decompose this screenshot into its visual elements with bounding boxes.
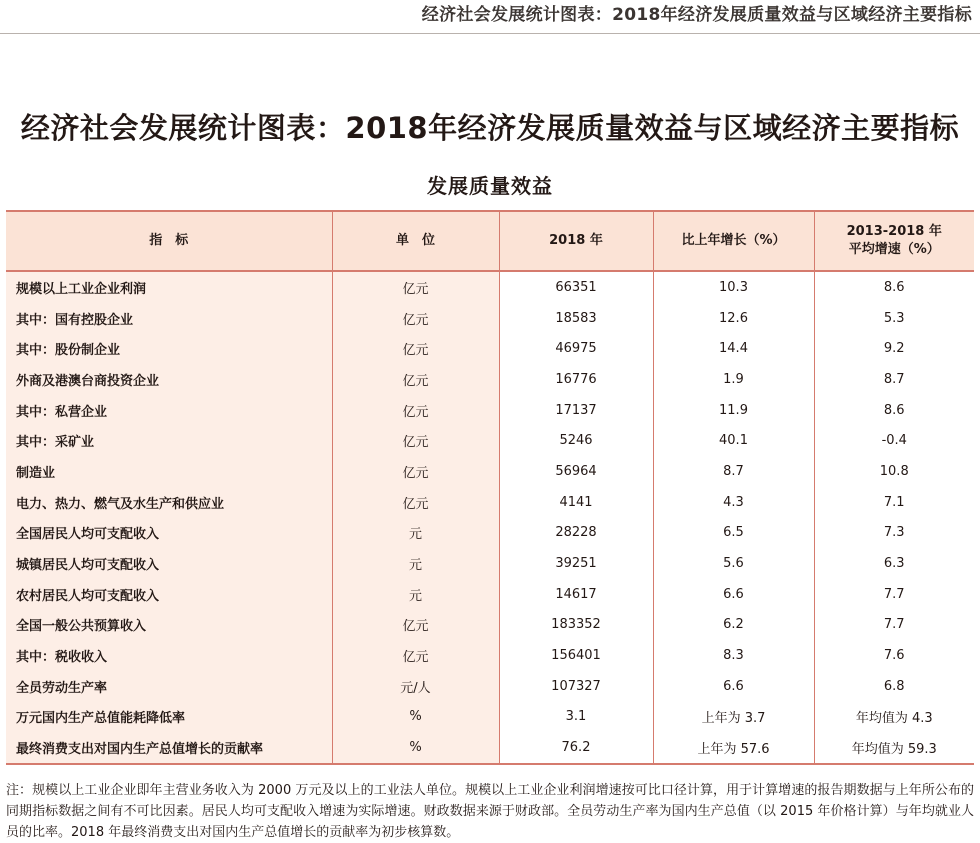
row-unit: 亿元	[332, 456, 499, 487]
header-average-line2: 平均增速（%）	[848, 242, 940, 257]
row-growth: 上年为 3.7	[653, 702, 814, 733]
table-row	[6, 548, 974, 579]
table-row	[6, 271, 974, 303]
table-header-row	[6, 211, 974, 271]
row-growth: 4.3	[653, 487, 814, 518]
row-value: 107327	[499, 671, 653, 702]
row-name: 农村居民人均可支配收入	[6, 579, 332, 610]
row-unit: %	[332, 732, 499, 764]
row-name: 其中：税收收入	[6, 640, 332, 671]
table-row	[6, 518, 974, 549]
row-average: 5.3	[814, 303, 974, 334]
row-growth: 5.6	[653, 548, 814, 579]
row-growth: 10.3	[653, 271, 814, 303]
row-name: 最终消费支出对国内生产总值增长的贡献率	[6, 732, 332, 764]
row-unit: 亿元	[332, 487, 499, 518]
row-name: 制造业	[6, 456, 332, 487]
row-value: 16776	[499, 364, 653, 395]
row-growth: 40.1	[653, 425, 814, 456]
table-row	[6, 702, 974, 733]
row-unit: 亿元	[332, 364, 499, 395]
header-year: 2018 年	[499, 211, 653, 271]
row-unit: 亿元	[332, 425, 499, 456]
row-growth: 14.4	[653, 333, 814, 364]
row-value: 183352	[499, 610, 653, 641]
row-average: 年均值为 59.3	[814, 732, 974, 764]
header-average-line1: 2013-2018 年	[846, 224, 942, 239]
row-value: 46975	[499, 333, 653, 364]
row-growth: 6.6	[653, 579, 814, 610]
table-row	[6, 333, 974, 364]
row-name: 全员劳动生产率	[6, 671, 332, 702]
row-value: 5246	[499, 425, 653, 456]
row-average: 10.8	[814, 456, 974, 487]
row-unit: 亿元	[332, 395, 499, 426]
row-average: 8.6	[814, 395, 974, 426]
row-name: 全国居民人均可支配收入	[6, 518, 332, 549]
row-average: 7.6	[814, 640, 974, 671]
row-average: 7.7	[814, 610, 974, 641]
row-unit: 元	[332, 518, 499, 549]
row-value: 28228	[499, 518, 653, 549]
row-unit: 元	[332, 548, 499, 579]
table-row	[6, 732, 974, 764]
row-value: 56964	[499, 456, 653, 487]
row-value: 156401	[499, 640, 653, 671]
row-name: 规模以上工业企业利润	[6, 271, 332, 303]
page-title: 经济社会发展统计图表：2018年经济发展质量效益与区域经济主要指标	[20, 111, 960, 145]
row-growth: 6.2	[653, 610, 814, 641]
row-average: 6.3	[814, 548, 974, 579]
table-row	[6, 487, 974, 518]
row-name: 其中：采矿业	[6, 425, 332, 456]
table-row	[6, 579, 974, 610]
row-name: 万元国内生产总值能耗降低率	[6, 702, 332, 733]
row-growth: 11.9	[653, 395, 814, 426]
row-name: 其中：国有控股企业	[6, 303, 332, 334]
row-value: 3.1	[499, 702, 653, 733]
table-row	[6, 303, 974, 334]
row-name: 电力、热力、燃气及水生产和供应业	[6, 487, 332, 518]
row-unit: 亿元	[332, 271, 499, 303]
row-name: 外商及港澳台商投资企业	[6, 364, 332, 395]
table-row	[6, 640, 974, 671]
table-row	[6, 425, 974, 456]
row-average: -0.4	[814, 425, 974, 456]
row-average: 年均值为 4.3	[814, 702, 974, 733]
row-value: 76.2	[499, 732, 653, 764]
row-growth: 上年为 57.6	[653, 732, 814, 764]
row-growth: 8.3	[653, 640, 814, 671]
row-growth: 1.9	[653, 364, 814, 395]
row-average: 8.6	[814, 271, 974, 303]
row-unit: 亿元	[332, 333, 499, 364]
running-header: 经济社会发展统计图表：2018年经济发展质量效益与区域经济主要指标	[0, 0, 980, 34]
row-average: 6.8	[814, 671, 974, 702]
row-average: 7.7	[814, 579, 974, 610]
row-name: 全国一般公共预算收入	[6, 610, 332, 641]
row-name: 其中：私营企业	[6, 395, 332, 426]
table-row	[6, 395, 974, 426]
row-value: 39251	[499, 548, 653, 579]
header-growth: 比上年增长（%）	[653, 211, 814, 271]
table-row	[6, 610, 974, 641]
row-unit: 元/人	[332, 671, 499, 702]
row-average: 7.1	[814, 487, 974, 518]
row-average: 7.3	[814, 518, 974, 549]
section-title: 发展质量效益	[427, 174, 553, 198]
row-value: 4141	[499, 487, 653, 518]
row-growth: 8.7	[653, 456, 814, 487]
row-growth: 6.6	[653, 671, 814, 702]
table-row	[6, 456, 974, 487]
table-row	[6, 364, 974, 395]
row-unit: 亿元	[332, 303, 499, 334]
header-average-growth	[814, 211, 974, 271]
row-value: 66351	[499, 271, 653, 303]
row-unit: 亿元	[332, 640, 499, 671]
row-name: 其中：股份制企业	[6, 333, 332, 364]
row-growth: 12.6	[653, 303, 814, 334]
row-name: 城镇居民人均可支配收入	[6, 548, 332, 579]
header-unit: 单 位	[332, 211, 499, 271]
row-unit: 元	[332, 579, 499, 610]
row-growth: 6.5	[653, 518, 814, 549]
row-value: 17137	[499, 395, 653, 426]
footnote: 注：规模以上工业企业即年主营业务收入为 2000 万元及以上的工业法人单位。规模以上工业企业利润增速按可比口径计算，用于计算增速的报告期数据与上年所公布的同期指标数据之间有不可比因素。居民人均可支配收入增速为实际增速。财政数据来源于财政部。全员劳动生产率为国内生产总值（以 2015 年价格计算）与年均就业人员的比率。2018 年最终消费支出对国内生产总值增长的贡献率为初步核算数。	[6, 783, 974, 840]
header-indicator: 指 标	[6, 211, 332, 271]
indicator-table	[6, 210, 974, 765]
row-unit: 亿元	[332, 610, 499, 641]
row-average: 9.2	[814, 333, 974, 364]
row-average: 8.7	[814, 364, 974, 395]
row-value: 14617	[499, 579, 653, 610]
table-row	[6, 671, 974, 702]
row-value: 18583	[499, 303, 653, 334]
row-unit: %	[332, 702, 499, 733]
